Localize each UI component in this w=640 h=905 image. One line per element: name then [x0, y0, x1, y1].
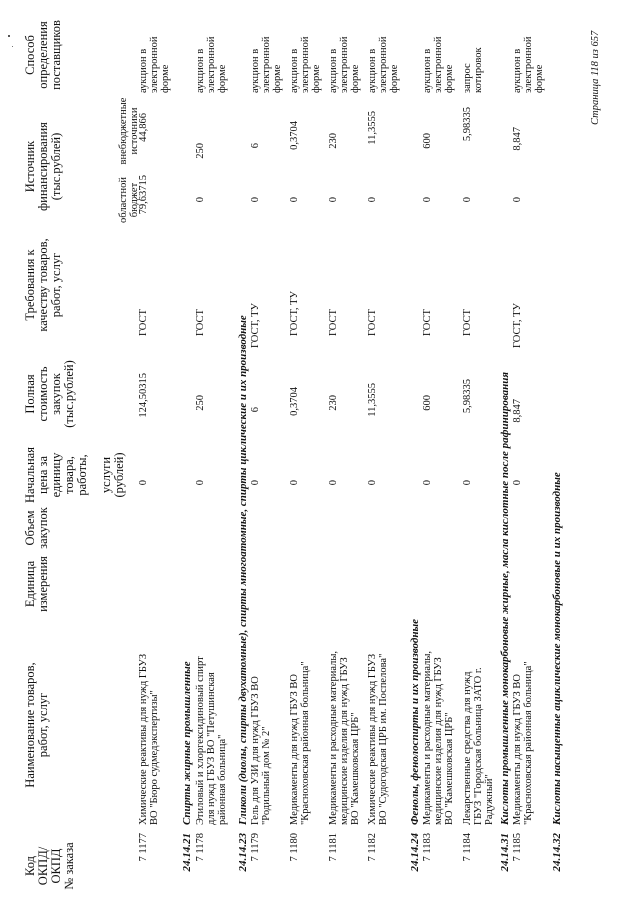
row-price: 0 [138, 480, 149, 486]
header-price-sub: услуги (рублей) [99, 452, 126, 498]
scan-mark [12, 46, 13, 47]
section-code: 24.14.23 [237, 833, 249, 872]
row-total: 5,98335 [462, 379, 473, 414]
row-method: аукцион в электронной форме [512, 36, 545, 93]
row-extrabudget: 6 [250, 143, 261, 149]
row-total: 600 [422, 395, 433, 411]
row-price: 0 [195, 480, 206, 486]
row-price: 0 [250, 480, 261, 486]
section-code: 24.14.32 [551, 833, 563, 872]
row-regional: 79,63715 [138, 175, 149, 215]
row-name: Медикаменты и расходные материалы, медицинские изделия для нужд ГБУЗ ВО "Камешковская ЦРБ" [328, 650, 361, 825]
row-extrabudget: 0,3704 [289, 121, 300, 150]
row-regional: 0 [289, 197, 300, 203]
header-total: Полная стоимость закупок (тыс.рублей) [23, 360, 76, 428]
header-source: Источник финансирования (тыс.рублей) [23, 122, 63, 211]
row-regional: 0 [367, 197, 378, 203]
row-name: Медикаменты для нужд ГБУЗ ВО "Красноховская районная больница" [289, 661, 311, 825]
row-total: 124,50315 [138, 373, 149, 418]
row-method: аукцион в электронной форме [367, 36, 400, 93]
row-requirements: ГОСТ [138, 309, 149, 336]
row-code: 7 1179 [250, 833, 261, 862]
row-extrabudget: 8,847 [512, 127, 523, 151]
row-method: аукцион в электронной форме [195, 36, 228, 93]
row-extrabudget: 44,866 [138, 113, 149, 142]
row-method: аукцион в электронной форме [289, 36, 322, 93]
row-requirements: ГОСТ, ТУ [250, 303, 261, 348]
row-requirements: ГОСТ [462, 309, 473, 336]
section-code: 24.14.31 [499, 833, 511, 872]
header-source-regional: областной бюджет [118, 177, 140, 223]
row-name: Медикаменты и расходные материалы, медицинские изделия для нужд ГБУЗ ВО "Камешковская ЦРБ" [422, 650, 455, 825]
section-title: Кислоты промышленные монокарбоновые жирные, масла кислотные после рафинирования [499, 371, 511, 825]
row-code: 7 1184 [462, 833, 473, 862]
row-price: 0 [367, 480, 378, 486]
row-regional: 0 [195, 197, 206, 203]
row-extrabudget: 5,98335 [462, 107, 473, 142]
header-requirements: Требования к качеству товаров, работ, услуг [23, 238, 63, 332]
header-price: Начальная цена за единицу товара, работы, [23, 447, 89, 503]
row-extrabudget: 250 [195, 143, 206, 159]
row-total: 0,3704 [289, 387, 300, 416]
header-name: Наименование товаров, работ, услуг [23, 662, 50, 788]
row-code: 7 1183 [422, 833, 433, 862]
page-number: Страница 118 из 657 [590, 30, 601, 125]
row-regional: 0 [328, 197, 339, 203]
row-name: Лекарственные средства для нужд ГБУЗ "Городская больница ЗАТО г. Радужный" [462, 667, 495, 825]
row-code: 7 1180 [289, 833, 300, 862]
header-unit: Единица измерения [23, 556, 50, 612]
header-volume: Объем закупок [23, 507, 50, 549]
row-extrabudget: 600 [422, 133, 433, 149]
row-method: аукцион в электронной форме [328, 36, 361, 93]
row-price: 0 [422, 480, 433, 486]
row-name: Химические реактивы для нужд ГБУЗ ВО "Судогодская ЦРБ им. Поспелова" [367, 653, 389, 825]
header-method: Способ определения поставщиков [23, 20, 63, 90]
row-method: аукцион в электронной форме [250, 36, 283, 93]
row-requirements: ГОСТ, ТУ [512, 303, 523, 348]
row-name: Гель для УЗИ для нужд ГБУЗ ВО "Родильный дом № 2" [250, 676, 272, 825]
row-method: запрос котировок [462, 47, 484, 93]
row-requirements: ГОСТ [367, 309, 378, 336]
row-code: 7 1177 [138, 833, 149, 862]
row-code: 7 1181 [328, 833, 339, 862]
row-total: 250 [195, 395, 206, 411]
section-title: Гликоли (диолы, спирты двухатомные), спирты многоатомные, спирты циклические и их производные [237, 315, 249, 825]
row-total: 8,847 [512, 399, 523, 423]
header-source-extrabudget: внебюджетные источники [118, 97, 140, 165]
row-code: 7 1178 [195, 833, 206, 862]
row-price: 0 [512, 480, 523, 486]
section-code: 24.14.21 [181, 833, 193, 872]
header-code: Код ОКПД/ ОКПД № заказа [23, 842, 76, 890]
row-method: аукцион в электронной форме [138, 36, 171, 93]
row-extrabudget: 230 [328, 133, 339, 149]
section-title: Кислоты насыщенные ациклические монокарбоновые и их производные [551, 472, 563, 825]
row-name: Медикаменты для нужд ГБУЗ ВО "Красноховская районная больница" [512, 661, 534, 825]
row-requirements: ГОСТ [422, 309, 433, 336]
row-price: 0 [462, 480, 473, 486]
row-extrabudget: 11,3555 [367, 111, 378, 145]
section-title: Спирты жирные промышленные [181, 661, 193, 825]
row-method: аукцион в электронной форме [422, 36, 455, 93]
row-total: 11,3555 [367, 383, 378, 417]
row-name: Этиловый и хлоргексидиновый спирт для нужд ГБУЗ ВО "Петушинская районная больница" [195, 656, 228, 825]
row-name: Химические реактивы для нужд ГБУЗ ВО "Бюро судмедэкспертизы" [138, 653, 160, 825]
row-code: 7 1185 [512, 833, 523, 862]
section-code: 24.14.24 [409, 833, 421, 872]
row-requirements: ГОСТ [328, 309, 339, 336]
row-price: 0 [328, 480, 339, 486]
row-regional: 0 [422, 197, 433, 203]
row-regional: 0 [462, 197, 473, 203]
section-title: Фенолы, фенолоспирты и их производные [409, 619, 421, 825]
row-price: 0 [289, 480, 300, 486]
row-total: 230 [328, 395, 339, 411]
row-regional: 0 [250, 197, 261, 203]
row-requirements: ГОСТ, ТУ [289, 291, 300, 336]
row-requirements: ГОСТ [195, 309, 206, 336]
row-code: 7 1182 [367, 833, 378, 862]
row-total: 6 [250, 407, 261, 413]
scan-mark [8, 35, 10, 37]
row-regional: 0 [512, 197, 523, 203]
